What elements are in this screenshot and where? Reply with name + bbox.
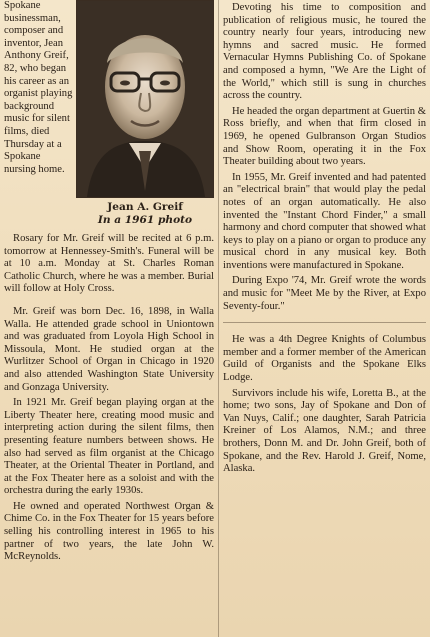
portrait-photo [76, 0, 214, 198]
photo-caption-date: In a 1961 photo [97, 213, 193, 226]
inventions-paragraph: In 1955, Mr. Greif invented and had patented an "electrical brain" that would play the pedal notes of an organ automatically. He also invented the "Instant Chord Finder," a small harmony and chord computer that showed what keys to play on a piano or organ to produce any musical chord in any musical key. Both inventions were manufactured in Spokane. [223, 171, 426, 271]
career-paragraph: In 1921 Mr. Greif began playing organ at the Liberty Theater here, creating mood music and interpreting action during the silent films, then presenting feature numbers between shows. He also had served as film organist at the Chicago Theater, at the Oriental Theater in Portland, and at the Fox Theater here as a soloist and with the orchestra during the early 1930s. [4, 397, 214, 497]
organ-department-paragraph: He headed the organ department at Guertin & Ross briefly, and when that firm closed in 1969, he opened Gulbranson Organ Studios and Show Room, operating it in the Fox Theater building about two years. [223, 105, 426, 168]
survivors-paragraph: Survivors include his wife, Loretta B., at the home; two sons, Jay of Spokane and Don of Van Nuys, Calif.; one daughter, Sarah Patricia Kreiner of Los Alamos, N.M.; and three brothers, Donn M. and Dr. John Greif, both of Spokane, and the Rev. Harold J. Greif, Nome, Alaska. [223, 387, 426, 475]
left-column [4, 0, 214, 564]
music-paragraph: Devoting his time to composition and publication of religious music, he toured the country nearly four years, introducing new hymns and sacred music. He formed Vernacular Hymns Publishing Co. of Spokane and composed a hymn, "We Are the Light of the World," which still is sung in churches across the country. [223, 2, 426, 102]
expo-paragraph: During Expo '74, Mr. Greif wrote the words and music for "Meet Me by the River, at Expo Seventy-four." [223, 275, 426, 312]
memberships-paragraph: He was a 4th Degree Knights of Columbus member and a former member of the American Guild of Organists and the Spokane Elks Lodge. [223, 334, 426, 384]
birth-paragraph: Mr. Greif was born Dec. 16, 1898, in Walla Walla. He attended grade school in Uniontown and was graduated from Loyola High School in Missoula, Mont. He studied organ at the Wurlitzer School of Organ in Chicago in 1920 and also attended Washington State University and Gonzaga University. [4, 305, 214, 393]
photo-caption [76, 201, 214, 226]
funeral-paragraph: Rosary for Mr. Greif will be recited at 6 p.m. tomorrow at Hennessey-Smith's. Funeral will be at 10 a.m. Monday at St. Charles Roman Catholic Church, where he was a member. Burial will follow at Holy Cross. [4, 233, 214, 295]
section-rule [223, 322, 426, 323]
right-column [223, 2, 426, 476]
intro-block [4, 0, 214, 230]
column-divider [218, 0, 219, 637]
photo-block [76, 0, 214, 228]
intro-paragraph: Spokane businessman, composer and inventor, Jean Anthony Greif, 82, who began his career as an organist playing background music for silent films, died Thursday at a Spokane nursing home. [4, 0, 73, 175]
photo-caption-name: Jean A. Greif [107, 201, 183, 213]
business-paragraph: He owned and operated Northwest Organ & Chime Co. in the Fox Theater for 15 years before selling his controlling interest in 1965 to his partner of two years, the late John W. McReynolds. [4, 500, 214, 563]
portrait-illustration [77, 1, 213, 197]
